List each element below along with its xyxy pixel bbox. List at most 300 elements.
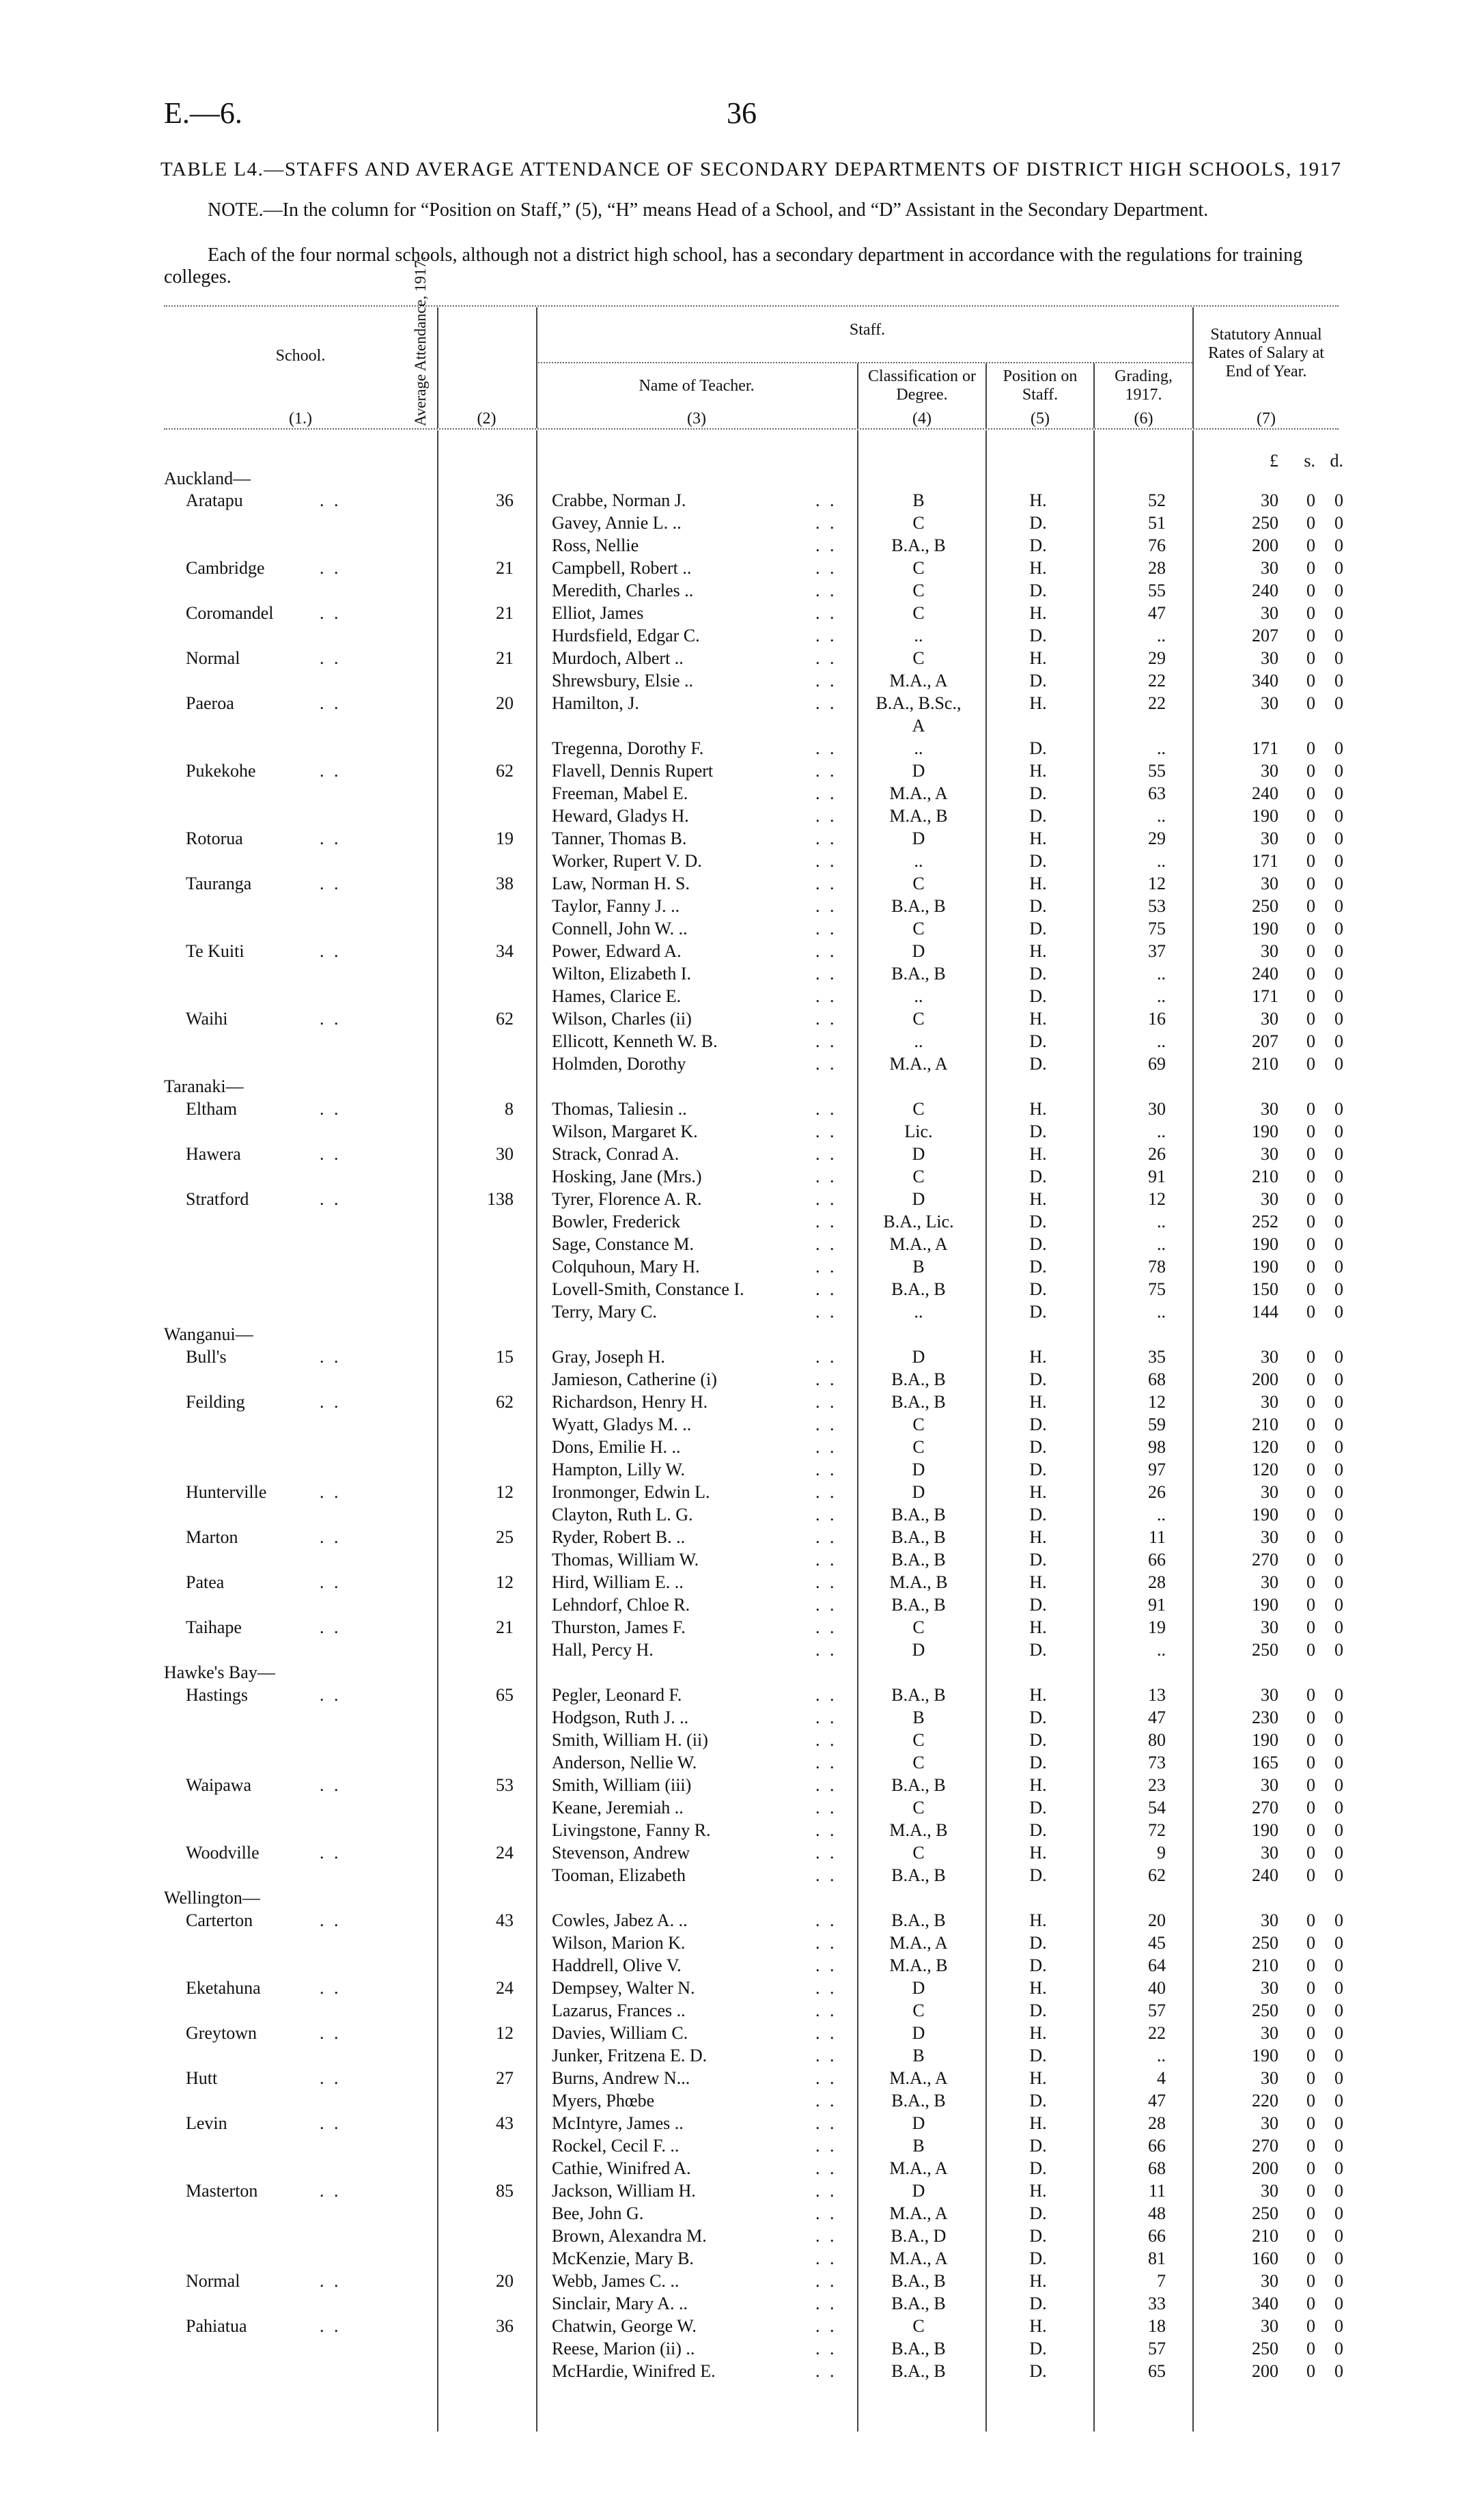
teacher-name: Livingstone, Fanny R.: [552, 1820, 711, 1840]
dot-leader: . .: [815, 1279, 837, 1299]
staff-position: D.: [1029, 896, 1047, 916]
teacher-name: Sinclair, Mary A. ..: [552, 2294, 688, 2313]
grading: 53: [1148, 896, 1166, 916]
table-row: [0, 2247, 1484, 2270]
classification: C: [912, 603, 925, 623]
dot-leader: . .: [815, 1031, 837, 1051]
dot-leader: . .: [320, 2316, 341, 2336]
table-title: TABLE L4.—STAFFS AND AVERAGE ATTENDANCE OF SECONDARY DEPARTMENTS OF DISTRICT HIGH SCHOOLS, 1917: [160, 158, 1342, 180]
salary-pence: 0: [1334, 1595, 1343, 1615]
salary-pounds: 190: [1252, 1257, 1278, 1277]
salary-pounds: 230: [1252, 1708, 1278, 1727]
dot-leader: . .: [815, 1234, 837, 1254]
salary-pence: 0: [1334, 1753, 1343, 1772]
classification: C: [912, 648, 925, 668]
dot-leader: . .: [815, 1009, 837, 1029]
grading: 33: [1148, 2294, 1166, 2313]
dot-leader: . .: [815, 851, 837, 871]
school-name: Te Kuiti: [186, 941, 244, 961]
teacher-name: Reese, Marion (ii) ..: [552, 2339, 695, 2358]
salary-shillings: 0: [1306, 1865, 1315, 1885]
salary-pounds: 210: [1252, 1955, 1278, 1975]
teacher-name: Freeman, Mabel E.: [552, 783, 688, 803]
dot-leader: . .: [815, 2023, 837, 2043]
grading: 57: [1148, 2339, 1166, 2358]
salary-pounds: 200: [1252, 535, 1278, 555]
salary-shillings: 0: [1306, 2023, 1315, 2043]
grading: ..: [1157, 806, 1166, 826]
staff-position: H.: [1029, 1144, 1047, 1164]
salary-pounds: 250: [1252, 896, 1278, 916]
grading: ..: [1157, 1302, 1166, 1322]
average-attendance: 21: [496, 558, 514, 578]
grading: 26: [1148, 1144, 1166, 1164]
staff-position: H.: [1029, 1910, 1047, 1930]
school-name: Rotorua: [186, 828, 243, 848]
school-name: Greytown: [186, 2023, 257, 2043]
salary-shillings: 0: [1306, 1189, 1315, 1209]
salary-pounds: 240: [1252, 964, 1278, 984]
school-name: Normal: [186, 648, 240, 668]
teacher-name: Hird, William E. ..: [552, 1572, 684, 1592]
school-name: Hastings: [186, 1685, 248, 1705]
average-attendance: 62: [496, 1009, 514, 1029]
grading: 81: [1148, 2248, 1166, 2268]
grading: ..: [1157, 2046, 1166, 2065]
classification: D: [912, 1640, 925, 1660]
dot-leader: . .: [815, 2181, 837, 2201]
average-attendance: 27: [496, 2068, 514, 2088]
classification: B.A., D: [891, 2226, 947, 2246]
salary-shillings: 0: [1306, 603, 1315, 623]
grading: ..: [1157, 1031, 1166, 1051]
salary-pence: 0: [1334, 1279, 1343, 1299]
table-row: [0, 624, 1484, 647]
classification: M.A., A: [889, 1054, 948, 1074]
salary-shillings: 0: [1306, 2046, 1315, 2065]
school-name: Coromandel: [186, 603, 274, 623]
salary-pence: 0: [1334, 1910, 1343, 1930]
teacher-name: Hampton, Lilly W.: [552, 1460, 685, 1479]
teacher-name: Crabbe, Norman J.: [552, 490, 686, 510]
grading: 47: [1148, 2091, 1166, 2111]
table-row: [0, 1548, 1484, 1571]
salary-shillings: 0: [1306, 1550, 1315, 1570]
teacher-name: Keane, Jeremiah ..: [552, 1798, 684, 1817]
teacher-name: Tregenna, Dorothy F.: [552, 738, 704, 758]
table-row: [0, 1684, 1484, 1706]
classification: B.A., B: [891, 964, 946, 984]
dot-leader: . .: [320, 874, 341, 893]
staff-position: D.: [1029, 964, 1047, 984]
classification: D: [912, 1482, 925, 1502]
dot-leader: . .: [815, 1212, 837, 1231]
staff-position: H.: [1029, 1775, 1047, 1795]
classification: B.A., Lic.: [883, 1212, 954, 1231]
grading: 29: [1148, 828, 1166, 848]
table-row: [0, 1954, 1484, 1977]
grading: 51: [1148, 513, 1166, 533]
table-row: [0, 917, 1484, 940]
grading: 91: [1148, 1595, 1166, 1615]
salary-pounds: 30: [1261, 2271, 1278, 2291]
dot-leader: . .: [815, 1437, 837, 1457]
salary-pence: 0: [1334, 1460, 1343, 1479]
classification: B.A., B: [891, 1865, 946, 1885]
school-name: Hawera: [186, 1144, 241, 1164]
salary-pounds: 190: [1252, 2046, 1278, 2065]
salary-shillings: 0: [1306, 1415, 1315, 1434]
teacher-name: Junker, Fritzena E. D.: [552, 2046, 708, 2065]
average-attendance: 12: [496, 1572, 514, 1592]
dot-leader: . .: [815, 1482, 837, 1502]
salary-pence: 0: [1334, 1099, 1343, 1119]
teacher-name: Connell, John W. ..: [552, 919, 688, 938]
dot-leader: . .: [815, 671, 837, 691]
salary-pence: 0: [1334, 761, 1343, 781]
dot-leader: . .: [815, 761, 837, 781]
salary-pence: 0: [1334, 828, 1343, 848]
staff-position: D.: [1029, 1505, 1047, 1524]
teacher-name: Power, Edward A.: [552, 941, 682, 961]
page-number: 36: [727, 96, 757, 130]
teacher-name: Bee, John G.: [552, 2203, 644, 2223]
salary-shillings: 0: [1306, 1572, 1315, 1592]
region-name: Auckland—: [164, 469, 251, 488]
pence-label: d.: [1330, 451, 1343, 471]
dot-leader: . .: [815, 1415, 837, 1434]
salary-shillings: 0: [1306, 2294, 1315, 2313]
salary-shillings: 0: [1306, 2113, 1315, 2133]
table-row: [0, 1593, 1484, 1616]
teacher-name: Lovell-Smith, Constance I.: [552, 1279, 744, 1299]
grading: ..: [1157, 738, 1166, 758]
salary-shillings: 0: [1306, 1482, 1315, 1502]
classification: ..: [914, 738, 923, 758]
teacher-name: Taylor, Fanny J. ..: [552, 896, 680, 916]
teacher-name: Tooman, Elizabeth: [552, 1865, 686, 1885]
dot-leader: . .: [815, 1820, 837, 1840]
classification: D: [912, 941, 925, 961]
table-row: [0, 1210, 1484, 1233]
dot-leader: . .: [815, 1302, 837, 1322]
classification: D: [912, 1460, 925, 1479]
dot-leader: . .: [815, 2271, 837, 2291]
table-row: [0, 2202, 1484, 2225]
classification: B.A., B: [891, 2091, 946, 2111]
grading: 48: [1148, 2203, 1166, 2223]
salary-pounds: 120: [1252, 1460, 1278, 1479]
dot-leader: . .: [320, 941, 341, 961]
teacher-name: Elliot, James: [552, 603, 644, 623]
dot-leader: . .: [815, 2001, 837, 2020]
column-divider: [1093, 363, 1095, 428]
table-row: [0, 534, 1484, 557]
table-row: [0, 2225, 1484, 2247]
dot-leader: . .: [815, 1550, 837, 1570]
salary-shillings: 0: [1306, 1392, 1315, 1412]
average-attendance: 53: [496, 1775, 514, 1795]
teacher-name: Richardson, Henry H.: [552, 1392, 708, 1412]
classification: Lic.: [904, 1122, 933, 1141]
school-name: Hunterville: [186, 1482, 267, 1502]
salary-shillings: 0: [1306, 2339, 1315, 2358]
teacher-name: Pegler, Leonard F.: [552, 1685, 682, 1705]
average-attendance: 20: [496, 2271, 514, 2291]
dot-leader: . .: [815, 1144, 837, 1164]
table-row: [0, 2022, 1484, 2044]
grading: 29: [1148, 648, 1166, 668]
classification: B.A., B: [891, 1279, 946, 1299]
staff-position: H.: [1029, 1099, 1047, 1119]
header-col-number: (1.): [289, 410, 312, 428]
staff-position: D.: [1029, 1302, 1047, 1322]
grading: 13: [1148, 1685, 1166, 1705]
salary-pounds: 270: [1252, 1798, 1278, 1817]
teacher-name: Hurdsfield, Edgar C.: [552, 626, 700, 645]
average-attendance: 36: [496, 490, 514, 510]
salary-shillings: 0: [1306, 828, 1315, 848]
grading: 66: [1148, 2226, 1166, 2246]
school-name: Patea: [186, 1572, 225, 1592]
classification: D: [912, 1978, 925, 1998]
dot-leader: . .: [815, 964, 837, 984]
salary-pounds: 207: [1252, 626, 1278, 645]
region-row: [0, 1075, 1484, 1098]
table-row: [0, 1255, 1484, 1278]
teacher-name: Wilson, Charles (ii): [552, 1009, 692, 1029]
salary-pounds: 30: [1261, 2068, 1278, 2088]
average-attendance: 19: [496, 828, 514, 848]
grading: 78: [1148, 1257, 1166, 1277]
salary-pounds: 210: [1252, 1415, 1278, 1434]
table-row: [0, 1120, 1484, 1143]
salary-shillings: 0: [1306, 1302, 1315, 1322]
teacher-name: Smith, William (iii): [552, 1775, 692, 1795]
staff-position: H.: [1029, 603, 1047, 623]
salary-pence: 0: [1334, 964, 1343, 984]
teacher-name: Campbell, Robert ..: [552, 558, 692, 578]
staff-position: H.: [1029, 2316, 1047, 2336]
teacher-name: Thomas, William W.: [552, 1550, 699, 1570]
classification: M.A., A: [889, 1933, 948, 1953]
average-attendance: 12: [496, 1482, 514, 1502]
header-bottom-rule: [164, 428, 1339, 430]
classification: C: [912, 1415, 925, 1434]
dot-leader: . .: [320, 1843, 341, 1863]
salary-shillings: 0: [1306, 851, 1315, 871]
region-name: Wellington—: [164, 1888, 260, 1908]
classification: B.A., B.Sc.,: [876, 693, 962, 713]
dot-leader: . .: [815, 1392, 837, 1412]
dot-leader: . .: [815, 2339, 837, 2358]
staff-position: H.: [1029, 648, 1047, 668]
staff-position: D.: [1029, 986, 1047, 1006]
column-divider: [985, 363, 987, 428]
grading: 11: [1148, 2181, 1166, 2201]
salary-shillings: 0: [1306, 558, 1315, 578]
salary-shillings: 0: [1306, 2248, 1315, 2268]
salary-pence: 0: [1334, 2181, 1343, 2201]
table-note-normal-schools: Each of the four normal schools, although not a district high school, has a secondary department in accordance with the regulations for training colleges.: [164, 245, 1303, 288]
grading: 75: [1148, 919, 1166, 938]
dot-leader: . .: [815, 896, 837, 916]
salary-pence: 0: [1334, 535, 1343, 555]
salary-pounds: 30: [1261, 1482, 1278, 1502]
table-row: [0, 2179, 1484, 2202]
grading: 97: [1148, 1460, 1166, 1479]
grading: 65: [1148, 2361, 1166, 2381]
teacher-name: Cowles, Jabez A. ..: [552, 1910, 688, 1930]
grading: ..: [1157, 964, 1166, 984]
salary-shillings: 0: [1306, 919, 1315, 938]
dot-leader: . .: [815, 1527, 837, 1547]
table-row: [0, 2134, 1484, 2157]
dot-leader: . .: [815, 1978, 837, 1998]
region-name: Wanganui—: [164, 1324, 253, 1344]
classification: ..: [914, 851, 923, 871]
salary-shillings: 0: [1306, 986, 1315, 1006]
school-name: Bull's: [186, 1347, 227, 1367]
salary-pounds: 30: [1261, 2023, 1278, 2043]
salary-pence: 0: [1334, 1955, 1343, 1975]
table-row: [0, 2315, 1484, 2337]
teacher-name: Webb, James C. ..: [552, 2271, 680, 2291]
dot-leader: . .: [815, 648, 837, 668]
salary-shillings: 0: [1306, 1595, 1315, 1615]
classification: D: [912, 828, 925, 848]
salary-shillings: 0: [1306, 671, 1315, 691]
teacher-name: Flavell, Dennis Rupert: [552, 761, 714, 781]
salary-pence: 0: [1334, 1302, 1343, 1322]
salary-shillings: 0: [1306, 2316, 1315, 2336]
teacher-name: Stevenson, Andrew: [552, 1843, 690, 1863]
classification: B: [912, 1257, 925, 1277]
grading: ..: [1157, 1640, 1166, 1660]
dot-leader: . .: [815, 1933, 837, 1953]
salary-shillings: 0: [1306, 1933, 1315, 1953]
dot-leader: . .: [815, 2294, 837, 2313]
salary-pounds: 250: [1252, 2339, 1278, 2358]
salary-pounds: 30: [1261, 1347, 1278, 1367]
classification: B.A., B: [891, 1505, 946, 1524]
classification: M.A., A: [889, 2068, 948, 2088]
table-row: [0, 647, 1484, 669]
salary-pence: 0: [1334, 1550, 1343, 1570]
salary-shillings: 0: [1306, 1910, 1315, 1930]
dot-leader: . .: [815, 1685, 837, 1705]
dot-leader: . .: [815, 1798, 837, 1817]
table-row: [0, 1368, 1484, 1391]
salary-pounds: 252: [1252, 1212, 1278, 1231]
table-row: [0, 1639, 1484, 1661]
table-row: [0, 1751, 1484, 1774]
grading: 55: [1148, 761, 1166, 781]
classification: D: [912, 1347, 925, 1367]
teacher-name: Strack, Conrad A.: [552, 1144, 680, 1164]
table-row: [0, 872, 1484, 895]
classification: B.A., B: [891, 1595, 946, 1615]
salary-pounds: 250: [1252, 513, 1278, 533]
salary-shillings: 0: [1306, 896, 1315, 916]
teacher-name: Wilson, Margaret K.: [552, 1122, 698, 1141]
salary-shillings: 0: [1306, 1099, 1315, 1119]
salary-pounds: 30: [1261, 648, 1278, 668]
teacher-name: Wyatt, Gladys M. ..: [552, 1415, 692, 1434]
salary-pence: 0: [1334, 2091, 1343, 2111]
teacher-name: Thurston, James F.: [552, 1617, 686, 1637]
table-row: [0, 1706, 1484, 1729]
salary-pence: 0: [1334, 1257, 1343, 1277]
school-name: Marton: [186, 1527, 238, 1547]
staff-position: H.: [1029, 1843, 1047, 1863]
table-row: [0, 2067, 1484, 2089]
dot-leader: . .: [815, 1369, 837, 1389]
school-name: Feilding: [186, 1392, 245, 1412]
staff-position: D.: [1029, 2226, 1047, 2246]
classification: C: [912, 1730, 925, 1750]
average-attendance: 43: [496, 1910, 514, 1930]
table-row: [0, 714, 1484, 737]
school-name: Normal: [186, 2271, 240, 2291]
salary-shillings: 0: [1306, 1820, 1315, 1840]
region-name: Hawke's Bay—: [164, 1662, 275, 1682]
salary-pence: 0: [1334, 1640, 1343, 1660]
salary-shillings: 0: [1306, 2068, 1315, 2088]
dot-leader: . .: [815, 603, 837, 623]
staff-position: D.: [1029, 1820, 1047, 1840]
salary-shillings: 0: [1306, 2001, 1315, 2020]
dot-leader: . .: [815, 986, 837, 1006]
staff-position: D.: [1029, 1550, 1047, 1570]
header-salary: Statutory Annual Rates of Salary at End of Year.: [1208, 326, 1324, 380]
salary-pence: 0: [1334, 1865, 1343, 1885]
dot-leader: . .: [815, 1595, 837, 1615]
table-row: [0, 2337, 1484, 2360]
salary-pence: 0: [1334, 1009, 1343, 1029]
teacher-name: Gray, Joseph H.: [552, 1347, 665, 1367]
salary-pounds: 30: [1261, 1392, 1278, 1412]
dot-leader: . .: [815, 1617, 837, 1637]
staff-position: D.: [1029, 581, 1047, 600]
table-row: [0, 2292, 1484, 2315]
average-attendance: 138: [487, 1189, 514, 1209]
dot-leader: . .: [815, 2361, 837, 2381]
salary-shillings: 0: [1306, 535, 1315, 555]
table-row: [0, 940, 1484, 962]
salary-pence: 0: [1334, 490, 1343, 510]
staff-position: H.: [1029, 874, 1047, 893]
salary-pence: 0: [1334, 2226, 1343, 2246]
teacher-name: Hosking, Jane (Mrs.): [552, 1167, 702, 1186]
dot-leader: . .: [815, 2113, 837, 2133]
grading: 22: [1148, 2023, 1166, 2043]
classification: B.A., B: [891, 2271, 946, 2291]
salary-shillings: 0: [1306, 783, 1315, 803]
dot-leader: . .: [815, 2316, 837, 2336]
dot-leader: . .: [815, 1640, 837, 1660]
salary-shillings: 0: [1306, 2181, 1315, 2201]
grading: 18: [1148, 2316, 1166, 2336]
table-row: [0, 1098, 1484, 1120]
salary-shillings: 0: [1306, 1437, 1315, 1457]
school-name: Pukekohe: [186, 761, 256, 781]
table-row: [0, 737, 1484, 760]
table-row: [0, 2360, 1484, 2382]
salary-shillings: 0: [1306, 490, 1315, 510]
header-col-number: (5): [1031, 410, 1050, 428]
salary-shillings: 0: [1306, 2091, 1315, 2111]
